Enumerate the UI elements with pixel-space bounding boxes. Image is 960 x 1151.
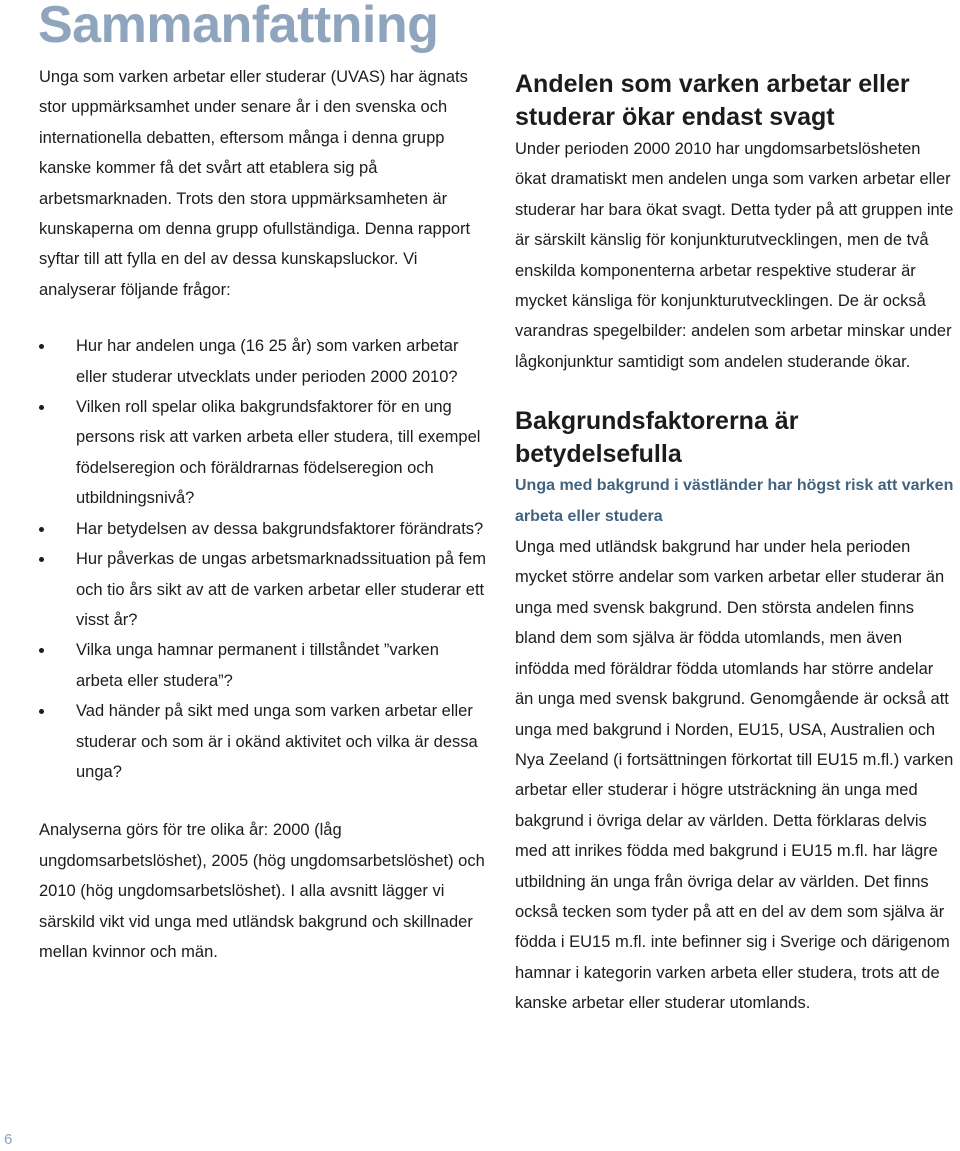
page-number: 6 [4,1131,13,1148]
bullet-icon [39,344,44,349]
left-column [39,62,489,967]
bullet-icon [39,527,44,532]
section-subheading: Unga med bakgrund i västländer har högst risk att varken arbeta eller studera [515,477,954,525]
list-item-text: Vad händer på sikt med unga som varken arbetar eller studerar och som är i okänd aktivitet och vilka är dessa unga? [76,702,478,781]
list-item [39,514,489,544]
bullet-icon [39,709,44,714]
list-item-text: Vilken roll spelar olika bakgrundsfaktorer för en ung persons risk att varken arbeta eller studera, till exempel födelseregion och föräldrarnas födelseregion och utbildningsnivå? [76,398,481,508]
list-item-text: Hur har andelen unga (16 25 år) som varken arbetar eller studerar utvecklats under perioden 2000 2010? [76,337,459,386]
intro-paragraph: Unga som varken arbetar eller studerar (UVAS) har ägnats stor uppmärksamhet under senare år i den svenska och internationella debatten, eftersom många i denna grupp kanske kommer få det svårt att etablera sig på arbetsmarknaden. Trots den stora uppmärksamheten är kunskaperna om denna grupp ofullständiga. Denna rapport syftar till att fylla en del av dessa kunskapsluckor. Vi analyserar följande frågor: [39,68,471,299]
bullet-icon [39,405,44,410]
list-item [39,392,489,514]
page-title: Sammanfattning [38,0,439,54]
section-heading: Bakgrundsfaktorerna är betydelsefulla [515,407,799,469]
right-column [515,68,955,1019]
list-item-text: Har betydelsen av dessa bakgrundsfaktorer förändrats? [76,519,484,538]
list-item-text: Vilka unga hamnar permanent i tillståndet ”varken arbeta eller studera”? [76,641,439,690]
list-item [39,544,489,635]
section-heading: Andelen som varken arbetar eller studerar ökar endast svagt [515,70,910,131]
outro-paragraph: Analyserna görs för tre olika år: 2000 (låg ungdomsarbetslöshet), 2005 (hög ungdomsarbetslöshet) och 2010 (hög ungdomsarbetslöshet). I alla avsnitt lägger vi särskild vikt vid unga med utländsk bakgrund och skillnader mellan kvinnor och män. [39,821,485,961]
list-item [39,331,489,392]
list-item [39,696,489,787]
list-item-text: Hur påverkas de ungas arbetsmarknadssituation på fem och tio års sikt av att de varken arbetar eller studerar ett visst år? [76,550,486,629]
bullet-icon [39,648,44,653]
list-item [39,635,489,696]
bullet-icon [39,557,44,562]
section-body: Unga med utländsk bakgrund har under hela perioden mycket större andelar som varken arbetar eller studerar än unga med svensk bakgrund. Den största andelen finns bland dem som själva är födda utomlands, men även infödda med föräldrar födda utomlands har större andelar än unga med svensk bakgrund. Genomgående är också att unga med bakgrund i Norden, EU15, USA, Australien och Nya Zeeland (i fortsättningen förkortat till EU15 m.fl.) varken arbetar eller studerar i högre utsträckning än unga med bakgrund i övriga delar av världen. Detta förklaras delvis med att inrikes födda med bakgrund i EU15 m.fl. har lägre utbildning än unga från övriga delar av världen. Det finns också tecken som tyder på att en del av dem som själva är födda i EU15 m.fl. inte befinner sig i Sverige och därigenom hamnar i kategorin varken arbeta eller studera, trots att de kanske arbetar eller studerar utomlands. [515,538,954,1013]
question-list [39,331,489,787]
section-body: Under perioden 2000 2010 har ungdomsarbetslösheten ökat dramatiskt men andelen unga som varken arbetar eller studerar har bara ökat svagt. Detta tyder på att gruppen inte är särskilt känslig för konjunkturutvecklingen, men de två enskilda komponenterna arbetar respektive studerar är mycket känsliga för konjunkturutvecklingen. De är också varandras spegelbilder: andelen som arbetar minskar under lågkonjunktur samtidigt som andelen studerande ökar. [515,140,954,371]
